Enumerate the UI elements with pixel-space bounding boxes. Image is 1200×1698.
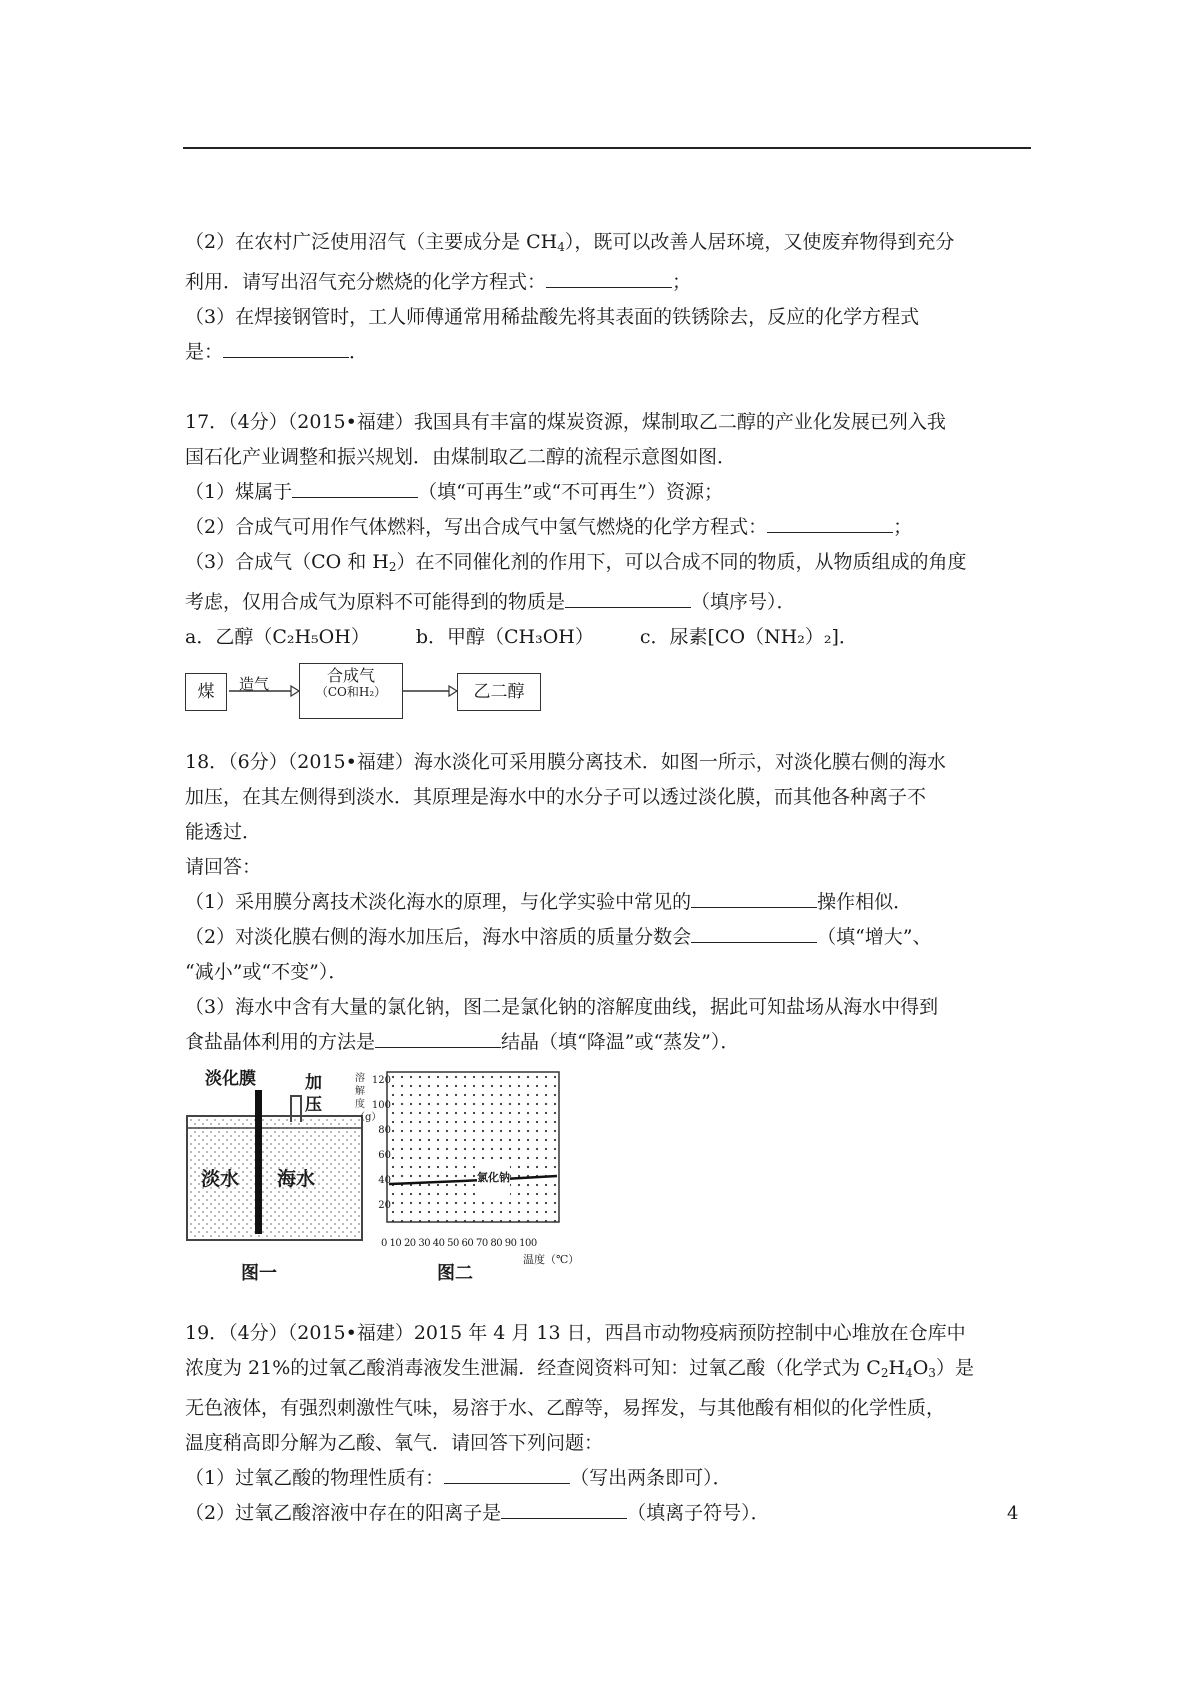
answer-blank[interactable] bbox=[501, 1496, 627, 1519]
answer-blank[interactable] bbox=[223, 335, 349, 358]
q18-ask: 请回答： bbox=[185, 856, 262, 878]
fresh-water-label: 淡水 bbox=[201, 1168, 240, 1190]
q19-stem-line3: 无色液体，有强烈刺激性气味，易溶于水、乙醇等，易挥发，与其他酸有相似的化学性质， bbox=[185, 1397, 946, 1419]
q18-part2-line1: （2）对淡化膜右侧的海水加压后，海水中溶质的质量分数会 （填“增大”、 bbox=[185, 920, 1030, 955]
q18-part1: （1）采用膜分离技术淡化海水的原理，与化学实验中常见的 操作相似． bbox=[185, 885, 1030, 920]
option-a: a．乙醇（C₂H₅OH） bbox=[185, 626, 370, 648]
q17-stem-line2: 国石化产业调整和振兴规划．由煤制取乙二醇的流程示意图如图． bbox=[185, 446, 737, 468]
figure2-caption: 图二 bbox=[437, 1263, 473, 1284]
q17-options bbox=[185, 620, 1030, 655]
solubility-y-ticks: 120 100 80 60 40 20 bbox=[371, 1075, 391, 1211]
q19-stem-line4: 温度稍高即分解为乙酸、氧气．请回答下列问题： bbox=[185, 1432, 604, 1454]
q19-part1: （1）过氧乙酸的物理性质有： （写出两条即可）． bbox=[185, 1461, 1030, 1496]
answer-blank[interactable] bbox=[565, 585, 691, 608]
answer-blank[interactable] bbox=[546, 265, 672, 288]
solubility-y-label: 溶 解 度 （g） bbox=[355, 1073, 382, 1123]
q19-stem-line2: 浓度为 21%的过氧乙酸消毒液发生泄漏．经查阅资料可知：过氧乙酸（化学式为 $C_2H_4O_3$）是 bbox=[185, 1357, 974, 1380]
q17-part2: （2）合成气可用作气体燃料，写出合成气中氢气燃烧的化学方程式： ； bbox=[185, 510, 1030, 545]
q18-stem-line3: 能透过． bbox=[185, 821, 262, 843]
q16-part2-line2: 利用．请写出沼气充分燃烧的化学方程式： ； bbox=[185, 265, 1030, 300]
q17-part1: （1）煤属于 （填“可再生”或“不可再生”）资源； bbox=[185, 475, 1030, 510]
q18-part3-line1: （3）海水中含有大量的氯化钠，图二是氯化钠的溶解度曲线，据此可知盐场从海水中得到 bbox=[185, 996, 939, 1018]
q18-part3-line2: 食盐晶体利用的方法是 结晶（填“降温”或“蒸发”）． bbox=[185, 1025, 1030, 1060]
document-body bbox=[185, 225, 1030, 1531]
flow-box-coal: 煤 bbox=[185, 673, 227, 711]
flow-box-glycol: 乙二醇 bbox=[457, 673, 541, 711]
option-c: c．尿素[CO（NH₂）₂]． bbox=[639, 626, 858, 648]
answer-blank[interactable] bbox=[767, 510, 893, 533]
answer-blank[interactable] bbox=[691, 920, 817, 943]
q17-stem-line1: 17．（4分）（2015•福建）我国具有丰富的煤炭资源，煤制取乙二醇的产业化发展已列入我 bbox=[185, 411, 946, 433]
answer-blank[interactable] bbox=[292, 475, 418, 498]
figure1-caption: 图一 bbox=[241, 1263, 277, 1284]
q17-part3-line2: 考虑，仅用合成气为原料不可能得到的物质是 （填序号）． bbox=[185, 585, 1030, 620]
solubility-x-label: 温度（℃） bbox=[523, 1253, 580, 1266]
q18-stem-line2: 加压，在其左侧得到淡水．其原理是海水中的水分子可以透过淡化膜，而其他各种离子不 bbox=[185, 786, 927, 808]
page-number: 4 bbox=[1007, 1503, 1019, 1524]
flow-box-syngas: 合成气 （CO和H₂） bbox=[299, 663, 403, 719]
header-rule bbox=[183, 147, 1031, 149]
answer-blank[interactable] bbox=[375, 1025, 501, 1048]
q17-part3-line1: （3）合成气（CO 和 $H_2$）在不同催化剂的作用下，可以合成不同的物质，从物质组成的角度 bbox=[185, 551, 967, 574]
q19-stem-line1: 19．（4分）（2015•福建）2015 年 4 月 13 日，西昌市动物疫病预防控制中心堆放在仓库中 bbox=[185, 1322, 966, 1344]
sea-water-label: 海水 bbox=[277, 1168, 316, 1190]
q18-stem-line1: 18．（6分）（2015•福建）海水淡化可采用膜分离技术．如图一所示，对淡化膜右侧的海水 bbox=[185, 751, 946, 773]
q18-figures bbox=[185, 1066, 605, 1286]
flow-arrow-label: 造气 bbox=[239, 675, 270, 693]
answer-blank[interactable] bbox=[691, 885, 817, 908]
pressure-label-2: 压 bbox=[305, 1095, 322, 1115]
coal-flow-diagram bbox=[185, 661, 545, 723]
q16-part3-line2: 是： ． bbox=[185, 335, 1030, 370]
answer-blank[interactable] bbox=[444, 1461, 570, 1484]
q19-part2: （2）过氧乙酸溶液中存在的阳离子是 （填离子符号）． bbox=[185, 1496, 1030, 1531]
pressure-label-1: 加 bbox=[305, 1073, 322, 1093]
option-b: b．甲醇（CH₃OH） bbox=[415, 626, 594, 648]
q18-part2-line2: “减小”或“不变”）． bbox=[185, 961, 348, 983]
q16-part2-line1: （2）在农村广泛使用沼气（主要成分是 $CH_4$），既可以改善人居环境，又使废弃物得到充分 bbox=[185, 231, 955, 254]
membrane-label: 淡化膜 bbox=[205, 1069, 256, 1089]
nacl-curve-label: 氯化钠 bbox=[477, 1160, 510, 1195]
solubility-x-ticks: 0 10 20 30 40 50 60 70 80 90 100 bbox=[381, 1238, 537, 1249]
q16-part3-line1: （3）在焊接钢管时，工人师傅通常用稀盐酸先将其表面的铁锈除去，反应的化学方程式 bbox=[185, 306, 920, 328]
